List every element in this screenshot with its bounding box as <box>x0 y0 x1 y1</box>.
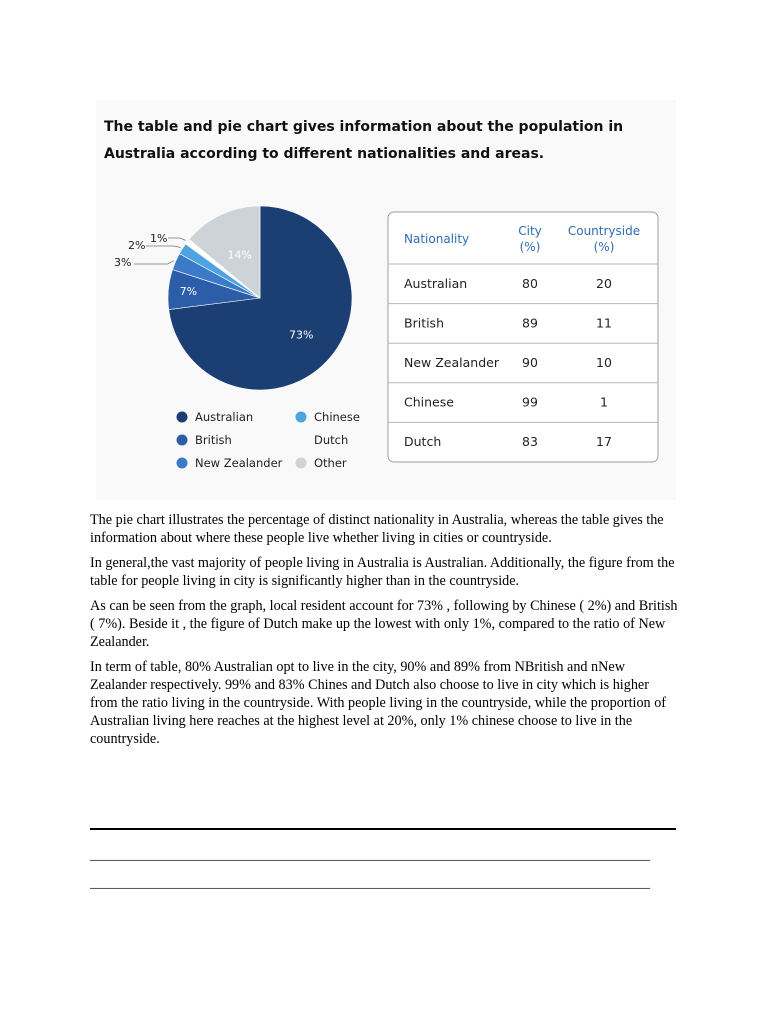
legend-label-dutch: Dutch <box>314 433 349 447</box>
table-header-countryside: Countryside <box>567 224 641 238</box>
legend-label-british: British <box>195 433 232 447</box>
table-header-city: (%) <box>519 240 541 254</box>
table-header-countryside: (%) <box>593 240 615 254</box>
legend-marker-new-zealander <box>177 458 188 469</box>
table-cell-city: 99 <box>522 394 538 410</box>
legend-marker-british <box>177 435 188 446</box>
table-cell-nationality: Chinese <box>404 394 454 410</box>
essay-paragraph: In term of table, 80% Australian opt to live in the city, 90% and 89% from NBritish and nNew Zealander respectively. 99% and 83% Chines and Dutch also choose to live in city which is higher from the ratio living in the countryside. With people living in the countryside, while the proportion of Australian living here reaches at the highest level at 20%, only 1% chinese choose to live in the countryside. <box>90 659 667 747</box>
legend-label-australian: Australian <box>195 410 254 424</box>
table-cell-city: 80 <box>522 275 538 291</box>
essay-paragraph: In general,the vast majority of people living in Australia is Australian. Additionally, the figure from the table for people living in city is significantly higher than in the countryside. <box>90 555 675 589</box>
answer-line: ________________________________________________________________________________ <box>90 876 650 891</box>
table-cell-city: 89 <box>522 315 538 331</box>
legend-marker-chinese <box>296 412 307 423</box>
essay-paragraph: As can be seen from the graph, local resident account for 73% , following by Chinese ( 2%) and British ( 7%). Beside it , the figure of Dutch make up the lowest with only 1%, compared to the ratio of New Zealander. <box>90 598 678 650</box>
answer-line: ________________________________________________________________________________ <box>90 848 650 863</box>
table-cell-nationality: New Zealander <box>404 355 499 370</box>
essay-body <box>90 511 680 755</box>
pie-label-australian: 73% <box>289 328 314 342</box>
pie-label-new-zealander: 3% <box>114 256 132 269</box>
pie-label-other: 14% <box>227 248 252 262</box>
pie-label-dutch: 1% <box>150 232 168 245</box>
table-header-nationality: Nationality <box>404 232 470 246</box>
pie-label-british: 7% <box>179 285 198 299</box>
figure-title: The table and pie chart gives information about the population in Australia according to different nationalities and areas. <box>104 119 624 162</box>
pie-leader-dutch <box>168 238 186 240</box>
table-cell-countryside: 11 <box>596 315 612 331</box>
essay-paragraph: The pie chart illustrates the percentage of distinct nationality in Australia, whereas the table gives the information about where these people live whether living in cities or countryside. <box>90 512 664 546</box>
table-cell-countryside: 1 <box>600 394 608 410</box>
legend-label-other: Other <box>314 456 347 470</box>
table-cell-city: 90 <box>522 355 538 370</box>
legend-label-chinese: Chinese <box>314 410 360 424</box>
table-cell-countryside: 17 <box>596 434 612 450</box>
table-cell-countryside: 10 <box>596 355 612 370</box>
legend-marker-other <box>296 458 307 469</box>
table-cell-nationality: Dutch <box>404 434 442 450</box>
legend-marker-australian <box>177 412 188 423</box>
table-cell-countryside: 20 <box>596 275 612 291</box>
pie-label-chinese: 2% <box>128 239 146 252</box>
table-cell-nationality: Australian <box>404 275 468 291</box>
answer-line-solid <box>90 828 676 830</box>
pie-leader-new-zealander <box>134 261 174 264</box>
legend-label-new-zealander: New Zealander <box>195 456 283 470</box>
pie-chart <box>114 206 352 390</box>
table-cell-city: 83 <box>522 434 538 450</box>
nationality-table <box>388 212 658 462</box>
table-cell-nationality: British <box>404 315 444 331</box>
pie-leader-chinese <box>146 246 181 248</box>
pie-legend <box>177 410 360 470</box>
table-header-city: City <box>518 224 542 238</box>
